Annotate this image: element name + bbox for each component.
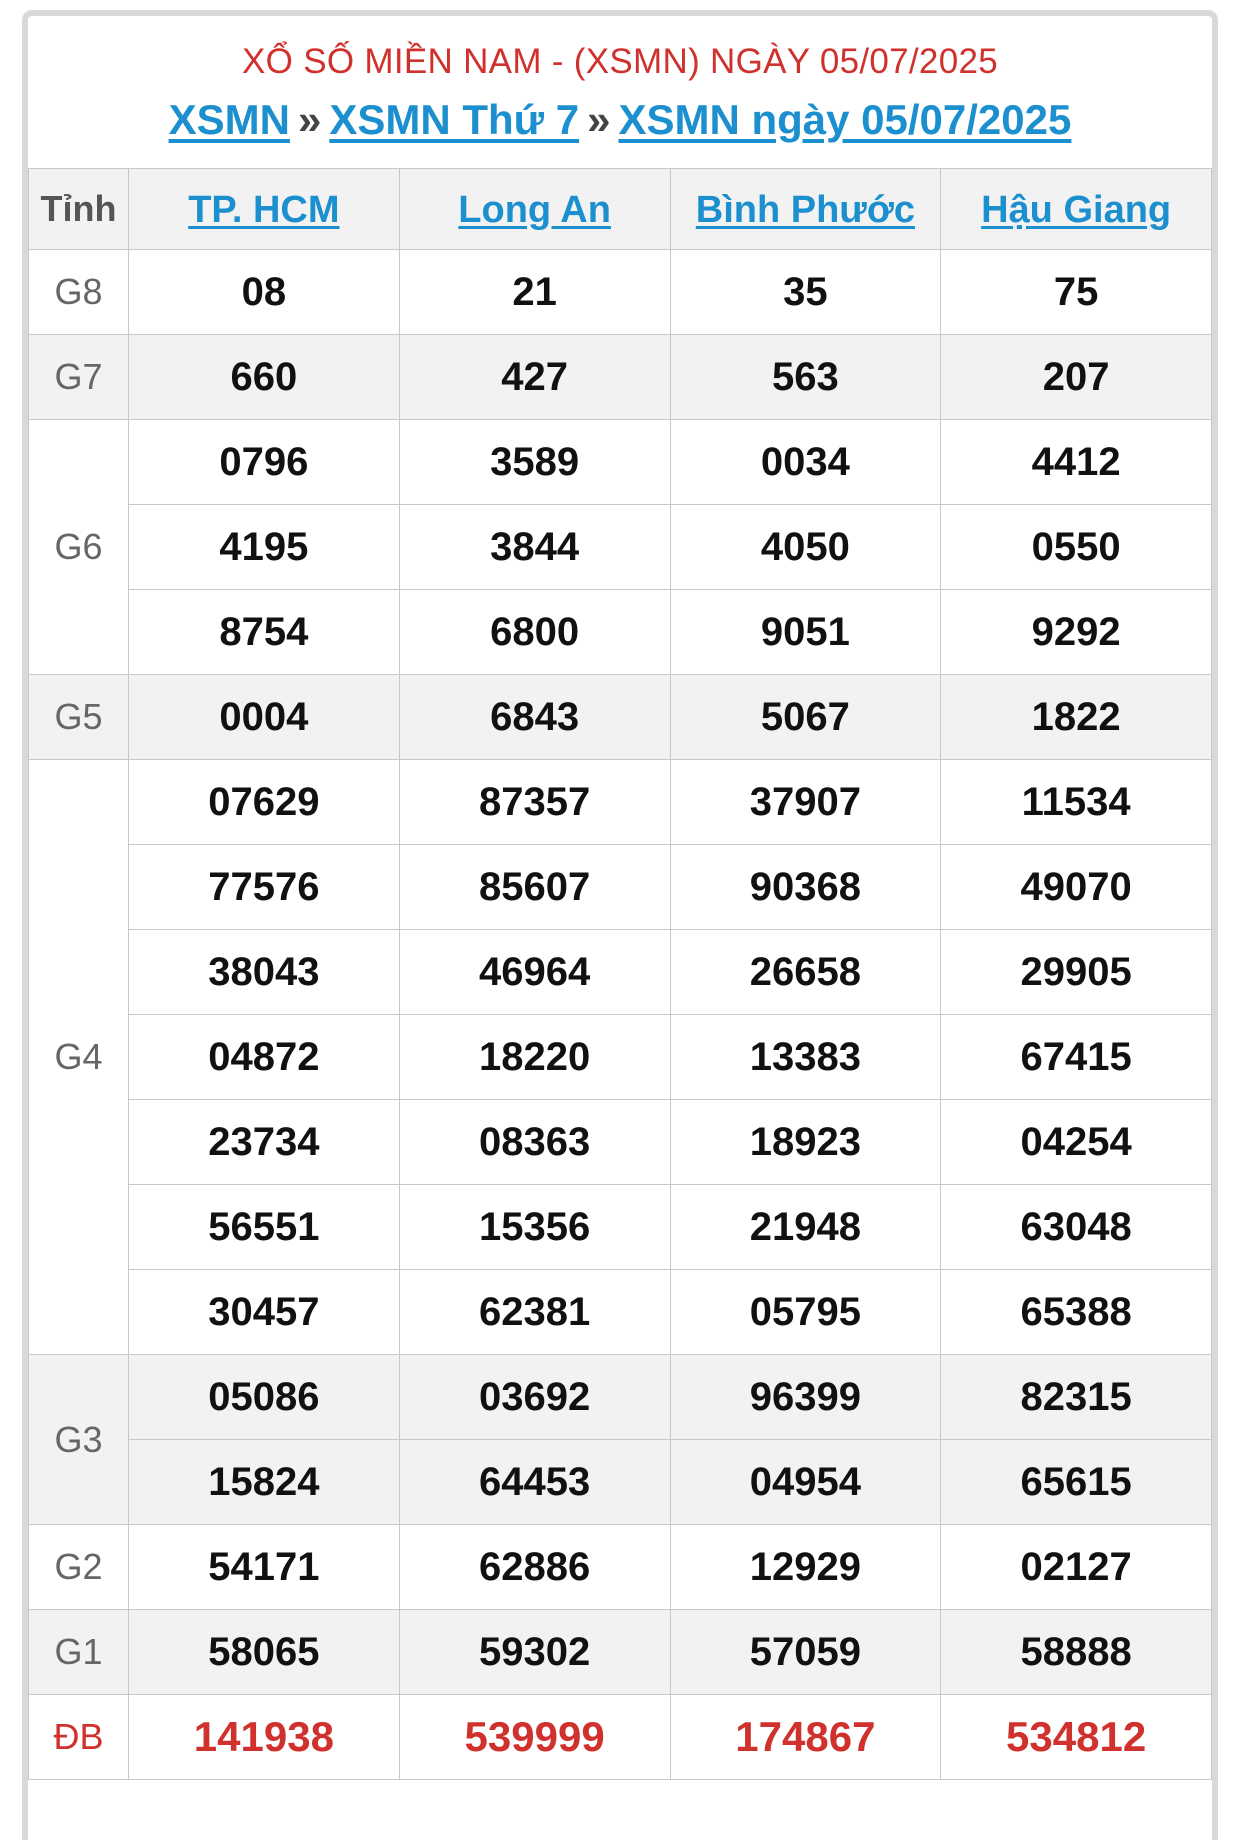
results-table bbox=[28, 168, 1212, 1780]
table-row bbox=[29, 845, 1212, 930]
table-header-row bbox=[29, 169, 1212, 250]
prize-number: 1822 bbox=[941, 675, 1212, 760]
prize-number: 23734 bbox=[129, 1100, 400, 1185]
results-panel bbox=[22, 10, 1218, 1840]
special-prize-number: 141938 bbox=[129, 1695, 400, 1780]
province-header bbox=[941, 169, 1212, 250]
prize-number: 0034 bbox=[670, 420, 941, 505]
prize-label: G7 bbox=[29, 335, 129, 420]
prize-number: 21 bbox=[399, 250, 670, 335]
prize-number: 11534 bbox=[941, 760, 1212, 845]
prize-number: 85607 bbox=[399, 845, 670, 930]
table-row bbox=[29, 1185, 1212, 1270]
prize-number: 15356 bbox=[399, 1185, 670, 1270]
prize-number: 3844 bbox=[399, 505, 670, 590]
prize-number: 12929 bbox=[670, 1525, 941, 1610]
prize-number: 46964 bbox=[399, 930, 670, 1015]
prize-number: 0796 bbox=[129, 420, 400, 505]
prize-number: 18220 bbox=[399, 1015, 670, 1100]
table-row bbox=[29, 505, 1212, 590]
prize-number: 6843 bbox=[399, 675, 670, 760]
prize-number: 96399 bbox=[670, 1355, 941, 1440]
prize-number: 15824 bbox=[129, 1440, 400, 1525]
prize-number: 21948 bbox=[670, 1185, 941, 1270]
province-link-hau-giang[interactable]: Hậu Giang bbox=[981, 188, 1172, 231]
breadcrumb-xsmn-link[interactable]: XSMN bbox=[168, 96, 290, 143]
results-header bbox=[28, 16, 1212, 168]
table-row bbox=[29, 675, 1212, 760]
table-row bbox=[29, 1695, 1212, 1780]
prize-number: 07629 bbox=[129, 760, 400, 845]
table-row bbox=[29, 1525, 1212, 1610]
prize-number: 02127 bbox=[941, 1525, 1212, 1610]
prize-number: 6800 bbox=[399, 590, 670, 675]
prize-number: 75 bbox=[941, 250, 1212, 335]
province-link-long-an[interactable]: Long An bbox=[458, 188, 611, 231]
prize-number: 13383 bbox=[670, 1015, 941, 1100]
prize-number: 64453 bbox=[399, 1440, 670, 1525]
prize-number: 54171 bbox=[129, 1525, 400, 1610]
prize-number: 04254 bbox=[941, 1100, 1212, 1185]
province-header bbox=[129, 169, 400, 250]
special-prize-number: 539999 bbox=[399, 1695, 670, 1780]
prize-label: G3 bbox=[29, 1355, 129, 1525]
prize-number: 03692 bbox=[399, 1355, 670, 1440]
prize-number: 57059 bbox=[670, 1610, 941, 1695]
prize-number: 427 bbox=[399, 335, 670, 420]
prize-number: 38043 bbox=[129, 930, 400, 1015]
province-link-binh-phuoc[interactable]: Bình Phước bbox=[695, 188, 915, 231]
prize-label: ĐB bbox=[29, 1695, 129, 1780]
prize-number: 30457 bbox=[129, 1270, 400, 1355]
prize-number: 04872 bbox=[129, 1015, 400, 1100]
prize-number: 9051 bbox=[670, 590, 941, 675]
breadcrumb-date-link[interactable]: XSMN ngày 05/07/2025 bbox=[618, 96, 1072, 143]
breadcrumb-separator: » bbox=[297, 96, 322, 143]
prize-number: 58065 bbox=[129, 1610, 400, 1695]
prize-number: 62886 bbox=[399, 1525, 670, 1610]
prize-number: 05795 bbox=[670, 1270, 941, 1355]
prize-number: 59302 bbox=[399, 1610, 670, 1695]
prize-number: 67415 bbox=[941, 1015, 1212, 1100]
prize-number: 62381 bbox=[399, 1270, 670, 1355]
prize-number: 563 bbox=[670, 335, 941, 420]
prize-number: 4195 bbox=[129, 505, 400, 590]
prize-number: 35 bbox=[670, 250, 941, 335]
province-header bbox=[670, 169, 941, 250]
breadcrumb-xsmn-thu7-link[interactable]: XSMN Thứ 7 bbox=[329, 96, 580, 143]
prize-number: 87357 bbox=[399, 760, 670, 845]
prize-number: 49070 bbox=[941, 845, 1212, 930]
table-row bbox=[29, 250, 1212, 335]
prize-number: 207 bbox=[941, 335, 1212, 420]
prize-number: 29905 bbox=[941, 930, 1212, 1015]
prize-number: 58888 bbox=[941, 1610, 1212, 1695]
prize-number: 37907 bbox=[670, 760, 941, 845]
breadcrumb-separator: » bbox=[587, 96, 611, 143]
prize-label: G5 bbox=[29, 675, 129, 760]
prize-number: 0550 bbox=[941, 505, 1212, 590]
prize-number: 82315 bbox=[941, 1355, 1212, 1440]
table-row bbox=[29, 335, 1212, 420]
table-row bbox=[29, 930, 1212, 1015]
province-header bbox=[399, 169, 670, 250]
prize-number: 90368 bbox=[670, 845, 941, 930]
province-link-tp-hcm[interactable]: TP. HCM bbox=[188, 188, 340, 231]
prize-number: 4412 bbox=[941, 420, 1212, 505]
prize-number: 26658 bbox=[670, 930, 941, 1015]
prize-number: 18923 bbox=[670, 1100, 941, 1185]
prize-label: G4 bbox=[29, 760, 129, 1355]
province-column-header: Tỉnh bbox=[29, 169, 129, 250]
table-row bbox=[29, 1355, 1212, 1440]
prize-number: 63048 bbox=[941, 1185, 1212, 1270]
prize-number: 4050 bbox=[670, 505, 941, 590]
table-row bbox=[29, 1015, 1212, 1100]
prize-number: 3589 bbox=[399, 420, 670, 505]
breadcrumb bbox=[28, 96, 1212, 144]
prize-number: 5067 bbox=[670, 675, 941, 760]
prize-label: G8 bbox=[29, 250, 129, 335]
prize-number: 8754 bbox=[129, 590, 400, 675]
table-row bbox=[29, 760, 1212, 845]
prize-number: 660 bbox=[129, 335, 400, 420]
table-row bbox=[29, 420, 1212, 505]
prize-number: 65615 bbox=[941, 1440, 1212, 1525]
prize-label: G2 bbox=[29, 1525, 129, 1610]
special-prize-number: 534812 bbox=[941, 1695, 1212, 1780]
prize-number: 65388 bbox=[941, 1270, 1212, 1355]
prize-number: 56551 bbox=[129, 1185, 400, 1270]
prize-number: 05086 bbox=[129, 1355, 400, 1440]
prize-label: G1 bbox=[29, 1610, 129, 1695]
table-row bbox=[29, 1440, 1212, 1525]
prize-number: 08 bbox=[129, 250, 400, 335]
prize-number: 04954 bbox=[670, 1440, 941, 1525]
table-row bbox=[29, 1270, 1212, 1355]
prize-number: 77576 bbox=[129, 845, 400, 930]
prize-number: 08363 bbox=[399, 1100, 670, 1185]
table-row bbox=[29, 1610, 1212, 1695]
table-row bbox=[29, 1100, 1212, 1185]
table-row bbox=[29, 590, 1212, 675]
prize-number: 0004 bbox=[129, 675, 400, 760]
prize-number: 9292 bbox=[941, 590, 1212, 675]
page-title: XỔ SỐ MIỀN NAM - (XSMN) NGÀY 05/07/2025 bbox=[242, 42, 998, 81]
prize-label: G6 bbox=[29, 420, 129, 675]
special-prize-number: 174867 bbox=[670, 1695, 941, 1780]
